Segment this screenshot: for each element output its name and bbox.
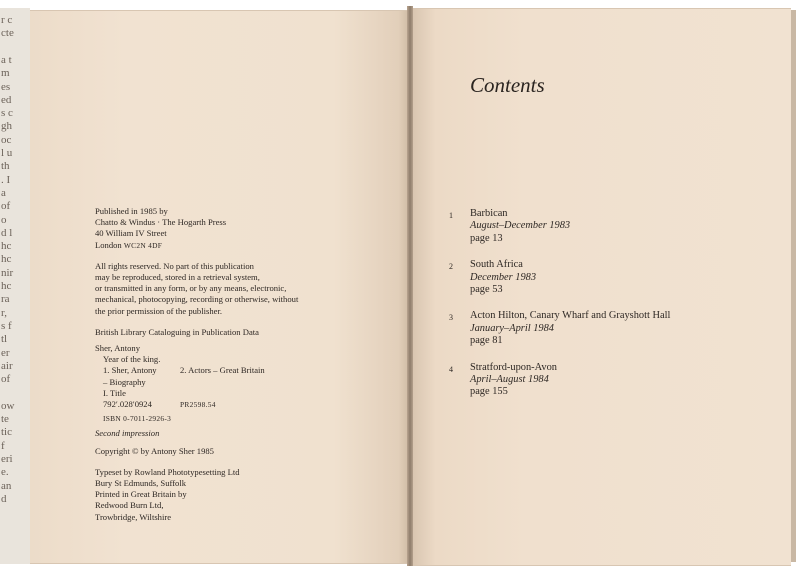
cip-author: Sher, Antony (95, 343, 141, 354)
margin-fragment (1, 41, 29, 53)
chapter-page: page 53 (470, 284, 503, 296)
margin-fragment: ed (1, 93, 12, 106)
margin-fragment: a t (1, 53, 12, 66)
chapter-dates: August–December 1983 (470, 220, 571, 232)
postcode: WC2N 4DF (123, 240, 163, 250)
cip-heading: British Library Cataloguing in Publication Data (95, 326, 259, 337)
chapter-title: Barbican (470, 208, 508, 219)
margin-fragment: hc (1, 240, 12, 253)
cip-title: Year of the king. (103, 354, 161, 365)
cip-class: I. Title (103, 387, 126, 398)
contents-title: Contents (470, 73, 545, 97)
toc-entry (449, 310, 779, 347)
margin-fragment: oc (1, 133, 12, 146)
margin-fragment: of (1, 373, 11, 386)
margin-fragment: hc (1, 280, 12, 292)
chapter-page: page 13 (470, 232, 503, 244)
lc-number: PR2598.54 (180, 400, 216, 410)
margin-fragment: hc (1, 253, 12, 266)
margin-fragment: eri (1, 452, 13, 465)
impression: Second impression (95, 428, 160, 439)
chapter-dates: January–April 1984 (470, 322, 554, 334)
cip-subject-2: 2. Actors – Great Britain (180, 365, 265, 376)
margin-fragment: th (1, 160, 10, 173)
table-of-contents (449, 208, 779, 399)
margin-fragment: te (1, 413, 9, 425)
toc-entry (449, 362, 779, 399)
typeset-line-1: Typeset by Rowland Phototypesetting Ltd (95, 466, 240, 477)
chapter-page: page 81 (470, 335, 503, 347)
chapter-dates: December 1983 (470, 271, 537, 283)
margin-fragment: er (1, 346, 10, 359)
margin-fragment: r, (1, 306, 7, 319)
margin-fragment: tl (1, 333, 8, 346)
rights-line-5: the prior permission of the publisher. (95, 305, 222, 316)
typeset-line-2: Bury St Edmunds, Suffolk (95, 478, 187, 489)
margin-fragment: d (1, 492, 7, 505)
chapter-number: 1 (449, 211, 453, 220)
margin-fragment: m (1, 67, 10, 80)
chapter-number: 4 (449, 364, 453, 374)
cip-subject-1: 1. Sher, Antony (103, 365, 157, 376)
margin-fragment: d l (1, 226, 13, 239)
rights-line-3: or transmitted in any form, or by any means, electronic, (95, 283, 287, 294)
published-line-3: 40 William IV Street (95, 228, 167, 239)
margin-fragment: es (1, 80, 11, 93)
margin-fragment: a (1, 186, 6, 199)
margin-fragment: gh (1, 120, 12, 133)
rights-line-1: All rights reserved. No part of this publication (95, 260, 254, 271)
margin-fragment: . I (1, 173, 11, 186)
margin-fragment: ra (1, 293, 10, 306)
chapter-title: Stratford-upon-Avon (470, 361, 557, 373)
copyright-line: Copyright © by Antony Sher 1985 (95, 445, 214, 456)
margin-fragment (1, 386, 29, 398)
margin-fragment: f (1, 439, 5, 452)
margin-fragment: l u (1, 147, 13, 159)
isbn: ISBN 0-7011-2926-3 (103, 414, 172, 424)
rights-line-2: may be reproduced, stored in a retrieval system, (95, 272, 260, 283)
chapter-number: 3 (449, 313, 453, 323)
typeset-line-4: Redwood Burn Ltd, (95, 500, 164, 511)
toc-entry (449, 259, 779, 296)
chapter-number: 2 (449, 262, 453, 272)
toc-entry (449, 208, 779, 245)
imprint-block (95, 206, 395, 523)
page-edge (791, 10, 796, 562)
margin-fragment: of (1, 200, 11, 213)
margin-fragment: ow (1, 399, 15, 412)
margin-fragment: s c (1, 107, 13, 120)
city: London (95, 239, 122, 250)
margin-fragment: tic (1, 426, 12, 439)
rights-line-4: mechanical, photocopying, recording or otherwise, without (95, 294, 299, 305)
typeset-line-3: Printed in Great Britain by (95, 489, 187, 500)
chapter-page: page 155 (470, 386, 508, 398)
margin-fragment: an (1, 479, 12, 492)
published-line-4 (95, 240, 395, 251)
margin-fragment: o (1, 213, 7, 226)
cip-subjects (95, 365, 395, 376)
margin-fragment: air (1, 359, 13, 372)
chapter-title: Acton Hilton, Canary Wharf and Grayshott Hall (470, 310, 671, 322)
cip-biography: – Biography (103, 376, 146, 387)
margin-fragment: r c (1, 14, 13, 26)
dewey-number: 792′.028′0924 (103, 399, 152, 410)
chapter-title: South Africa (470, 259, 523, 271)
margin-fragment: e. (1, 466, 9, 479)
published-line-1: Published in 1985 by (95, 206, 168, 216)
chapter-dates: April–August 1984 (470, 374, 549, 386)
typeset-line-5: Trowbridge, Wiltshire (95, 511, 172, 522)
margin-fragment: s f (1, 319, 12, 332)
published-line-2: Chatto & Windus · The Hogarth Press (95, 217, 227, 228)
previous-page-strip (0, 8, 30, 564)
margin-fragment: cte (1, 27, 14, 40)
margin-fragment: nir (1, 266, 14, 279)
cip-classmarks (95, 399, 395, 410)
